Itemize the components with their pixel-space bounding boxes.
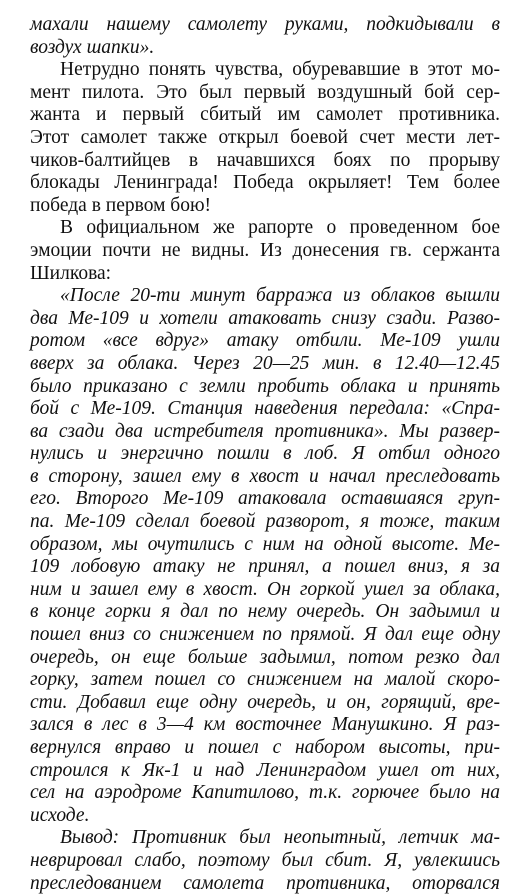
text-line: вверх за облака. Через 20—25 мин. в 12.40—12.45 [30,352,500,374]
text-line: чиков-балтийцев в начавшихся боях по прорыву [30,149,500,171]
book-page [30,14,500,895]
text-line: воздух шапки». [30,36,155,58]
paragraph-pilot-feelings [30,59,500,217]
paragraph-report-quote [30,285,500,827]
text-line: сел на аэродроме Капитилово, т.к. горючее было на [30,782,500,804]
text-line: мент пилота. Это был первый воздушный бой сер- [30,81,500,103]
text-line: па. Ме-109 сделал боевой разворот, я тоже, таким [30,511,500,533]
text-line: эмоции почти не видны. Из донесения гв. сержанта [30,239,500,261]
text-line: Нетрудно понять чувства, обуревавшие в этот мо- [60,59,500,81]
text-line: В официальном же рапорте о проведенном бое [60,217,500,239]
text-line: исходе. [30,804,90,826]
text-line: было приказано с земли пробить облака и принять [30,375,500,397]
text-line: 109 лобовую атаку не принял, а пошел вниз, я за [30,556,500,578]
text-line: ва сзади два истребителя противника». Мы развер- [30,420,500,442]
text-line: махали нашему самолету руками, подкидывали в [30,14,500,35]
text-line: очередь, он еще больше задымил, потом резко дал [30,646,500,668]
text-line: «После 20-ти минут барража из облаков вышли [60,285,500,307]
text-line: нулись и энергично пошли в лоб. Я отбил одного [30,443,500,465]
text-line: сти. Добавил еще одну очередь, и он, горящий, вре- [30,691,500,713]
text-line: его. Второго Ме-109 атаковала оставшаяся груп- [30,488,500,510]
paragraph-conclusion [30,827,500,895]
text-line: пошел вниз со снижением по прямой. Я дал еще одну [30,624,500,646]
text-line: образом, мы очутились с ним на одной высоте. Ме- [30,533,500,555]
text-line: вернулся вправо и пошел с набором высоты, при- [30,737,500,758]
text-line: в сторону, зашел ему в хвост и начал преследовать [30,465,500,487]
text-line: Этот самолет также открыл боевой счет мести лет- [30,126,500,148]
text-line: в конце горки я дал по нему очередь. Он задымил и [30,601,500,623]
text-line: блокады Ленинграда! Победа окрыляет! Тем более [30,172,500,194]
paragraph-official-report [30,217,500,285]
paragraph-quote-ending [30,14,500,59]
text-line: строился к Як-1 и над Ленинградом ушел от них, [30,759,500,781]
text-line: горку, затем пошел со снижением на малой скоро- [30,669,500,691]
text-line: ротом «все вдруг» атаку отбили. Ме-109 ушли [30,330,500,352]
text-line: два Ме-109 и хотели атаковать снизу сзади. Разво- [30,307,500,329]
text-line: зался в лес в 3—4 км восточнее Манушкино. Я раз- [30,714,500,736]
text-line: Шилкова: [30,262,112,284]
text-line: жанта и первый сбитый им самолет противника. [30,104,500,126]
text-line: бой с Ме-109. Станция наведения передала: «Спра- [30,398,500,420]
text-line: ним и зашел ему в хвост. Он горкой ушел за облака, [30,578,500,600]
text-line: неврировал слабо, поэтому был сбит. Я, увлекшись [30,849,500,871]
text-line: преследованием самолета противника, оторвался [30,872,500,894]
text-line: Вывод: Противник был неопытный, летчик ма- [60,827,500,849]
text-line: победа в первом бою! [30,194,212,216]
